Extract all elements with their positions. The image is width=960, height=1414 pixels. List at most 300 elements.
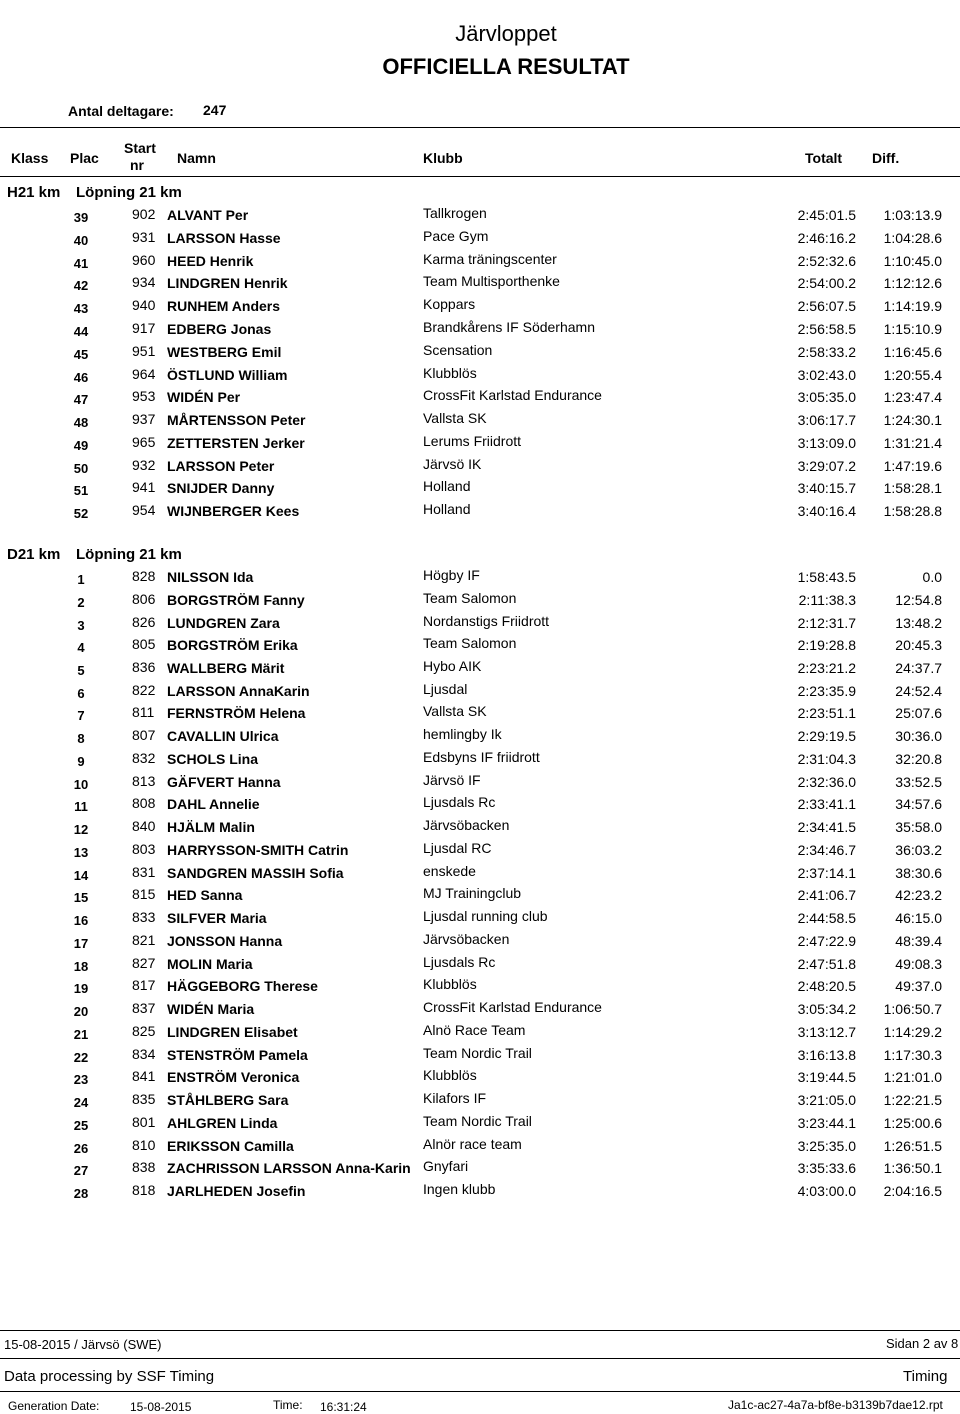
- table-row: [0, 682, 960, 704]
- row-club: Team Salomon: [423, 635, 517, 652]
- row-plac: 46: [73, 369, 89, 385]
- row-plac: 10: [73, 776, 89, 792]
- row-club: Järvsöbacken: [423, 930, 510, 947]
- row-club: Ljusdals Rc: [423, 794, 496, 811]
- row-name: DAHL Annelie: [167, 796, 260, 813]
- row-club: Tallkrogen: [423, 205, 487, 221]
- table-row: [0, 479, 960, 501]
- row-total-time: 2:33:41.1: [797, 796, 856, 813]
- row-total-time: 2:41:06.7: [797, 887, 856, 904]
- row-total-time: 2:11:38.3: [798, 591, 856, 608]
- row-total-time: 2:19:28.8: [797, 637, 856, 654]
- row-name: WALLBERG Märit: [167, 660, 285, 676]
- row-plac: 24: [73, 1095, 89, 1110]
- row-plac: 23: [73, 1072, 89, 1088]
- row-name: AHLGREN Linda: [167, 1114, 278, 1131]
- row-plac: 15: [73, 890, 89, 906]
- row-club: Vallsta SK: [423, 410, 487, 426]
- row-total-time: 2:48:20.5: [797, 978, 856, 995]
- row-name: LARSSON Hasse: [167, 229, 281, 246]
- row-start-nr: 951: [132, 342, 156, 359]
- row-name: HARRYSSON-SMITH Catrin: [167, 841, 349, 858]
- row-plac: 45: [73, 346, 89, 362]
- footer-top-rule: [0, 1330, 960, 1331]
- row-name: ZETTERSTEN Jerker: [167, 434, 305, 451]
- row-start-nr: 810: [132, 1136, 156, 1153]
- row-club: Alnö Race Team: [423, 1021, 526, 1038]
- row-plac: 44: [73, 323, 89, 339]
- footer-timing-logo: Timing: [903, 1368, 948, 1385]
- row-total-time: 2:47:51.8: [797, 955, 856, 972]
- row-start-nr: 813: [132, 772, 156, 789]
- row-start-nr: 838: [132, 1159, 156, 1176]
- table-row: [0, 457, 960, 479]
- table-row: [0, 568, 960, 590]
- row-name: MÅRTENSSON Peter: [167, 412, 306, 428]
- row-name: SANDGREN MASSIH Sofia: [167, 864, 344, 881]
- table-row: [0, 1182, 960, 1204]
- row-club: Ljusdal running club: [423, 908, 548, 925]
- row-plac: 3: [77, 617, 85, 633]
- row-name: SNIJDER Danny: [167, 480, 275, 497]
- row-diff: 1:16:45.6: [883, 343, 942, 360]
- row-plac: 19: [73, 981, 89, 997]
- row-total-time: 3:40:15.7: [797, 480, 856, 497]
- row-name: SCHOLS Lina: [167, 750, 259, 767]
- row-total-time: 3:13:09.0: [797, 434, 856, 451]
- row-name: HJÄLM Malin: [167, 819, 255, 836]
- col-header-plac: Plac: [70, 150, 99, 166]
- row-club: Vallsta SK: [423, 703, 487, 720]
- row-diff: 1:14:29.2: [883, 1023, 942, 1040]
- row-plac: 7: [77, 708, 85, 724]
- row-plac: 5: [77, 663, 85, 678]
- table-row: [0, 434, 960, 456]
- row-name: WESTBERG Emil: [167, 343, 282, 360]
- row-diff: 25:07.6: [895, 705, 942, 722]
- row-total-time: 2:56:58.5: [797, 320, 856, 337]
- row-start-nr: 832: [132, 749, 156, 766]
- row-diff: 32:20.8: [895, 750, 942, 767]
- row-diff: 2:04:16.5: [883, 1183, 942, 1199]
- row-club: Järvsö IK: [423, 455, 482, 472]
- row-start-nr: 821: [132, 931, 156, 948]
- row-club: Ingen klubb: [423, 1181, 496, 1197]
- row-total-time: 2:32:36.0: [797, 773, 856, 790]
- table-row: [0, 864, 960, 886]
- row-total-time: 2:44:58.5: [797, 910, 856, 927]
- row-plac: 41: [73, 255, 89, 271]
- row-diff: 46:15.0: [895, 910, 942, 927]
- row-diff: 1:21:01.0: [883, 1069, 942, 1086]
- section-klass: H21 km: [7, 184, 61, 201]
- row-total-time: 1:58:43.5: [797, 569, 856, 585]
- table-row: [0, 818, 960, 840]
- row-plac: 13: [73, 844, 89, 860]
- row-plac: 26: [73, 1140, 89, 1156]
- row-diff: 42:23.2: [895, 887, 942, 904]
- row-start-nr: 836: [132, 659, 156, 675]
- row-start-nr: 801: [132, 1113, 156, 1130]
- row-start-nr: 964: [132, 365, 156, 382]
- row-club: Ljusdal: [423, 680, 468, 697]
- row-start-nr: 960: [132, 251, 156, 268]
- row-diff: 1:58:28.1: [883, 480, 942, 497]
- col-header-klubb: Klubb: [423, 150, 463, 166]
- row-diff: 1:58:28.8: [883, 503, 942, 520]
- row-club: Holland: [423, 478, 471, 495]
- row-total-time: 3:19:44.5: [797, 1069, 856, 1086]
- row-diff: 1:36:50.1: [883, 1160, 942, 1177]
- row-start-nr: 841: [132, 1068, 156, 1085]
- row-total-time: 3:25:35.0: [797, 1137, 856, 1154]
- row-club: Pace Gym: [423, 227, 489, 244]
- table-row: [0, 659, 960, 681]
- row-diff: 1:25:00.6: [883, 1114, 942, 1131]
- table-row: [0, 841, 960, 863]
- row-total-time: 2:58:33.2: [797, 343, 856, 360]
- row-club: Edsbyns IF friidrott: [423, 748, 540, 765]
- row-plac: 1: [77, 572, 85, 587]
- row-total-time: 3:05:34.2: [797, 1001, 856, 1018]
- row-name: LUNDGREN Zara: [167, 614, 280, 631]
- table-row: [0, 1046, 960, 1068]
- col-header-totalt: Totalt: [805, 150, 843, 166]
- table-row: [0, 704, 960, 726]
- footer-mid-rule: [0, 1358, 960, 1359]
- row-name: WIDÉN Maria: [167, 1001, 255, 1018]
- row-diff: 24:37.7: [895, 660, 942, 676]
- col-header-nr: nr: [130, 157, 144, 173]
- row-diff: 1:23:47.4: [883, 389, 942, 406]
- row-name: NILSSON Ida: [167, 569, 254, 585]
- row-name: LARSSON AnnaKarin: [167, 682, 310, 699]
- row-club: Järvsö IF: [423, 771, 481, 788]
- table-row: [0, 886, 960, 908]
- row-plac: 50: [73, 460, 89, 476]
- col-header-diff: Diff.: [872, 150, 900, 166]
- table-row: [0, 727, 960, 749]
- row-name: ZACHRISSON LARSSON Anna-Karin: [167, 1160, 411, 1177]
- row-total-time: 3:35:33.6: [797, 1160, 856, 1177]
- row-total-time: 3:16:13.8: [797, 1046, 856, 1063]
- row-diff: 1:47:19.6: [883, 457, 942, 474]
- row-club: Team Salomon: [423, 589, 517, 606]
- row-name: STÅHLBERG Sara: [167, 1092, 289, 1108]
- participants-label: Antal deltagare:: [68, 103, 174, 119]
- row-start-nr: 941: [132, 479, 156, 496]
- section-title: Löpning 21 km: [76, 546, 182, 563]
- table-row: [0, 636, 960, 658]
- row-diff: 1:14:19.9: [883, 298, 942, 315]
- table-row: [0, 366, 960, 388]
- table-row: [0, 614, 960, 636]
- row-club: enskede: [423, 862, 476, 879]
- row-name: JONSSON Hanna: [167, 932, 283, 949]
- row-plac: 52: [73, 506, 89, 522]
- row-club: hemlingby Ik: [423, 726, 502, 743]
- row-plac: 42: [73, 278, 89, 294]
- table-row: [0, 1068, 960, 1090]
- row-name: CAVALLIN Ulrica: [167, 728, 279, 745]
- row-name: EDBERG Jonas: [167, 320, 272, 337]
- row-name: HED Sanna: [167, 887, 243, 904]
- row-name: ALVANT Per: [167, 207, 249, 223]
- table-row: [0, 909, 960, 931]
- row-total-time: 2:29:19.5: [797, 728, 856, 745]
- section-klass: D21 km: [7, 546, 61, 563]
- row-club: Klubblös: [423, 1067, 477, 1084]
- row-total-time: 3:06:17.7: [797, 412, 856, 428]
- row-club: Holland: [423, 501, 471, 518]
- row-start-nr: 840: [132, 818, 156, 835]
- row-name: SILFVER Maria: [167, 910, 267, 927]
- row-club: Koppars: [423, 296, 476, 313]
- row-name: STENSTRÖM Pamela: [167, 1046, 308, 1063]
- row-name: BORGSTRÖM Fanny: [167, 591, 305, 608]
- row-name: MOLIN Maria: [167, 955, 253, 972]
- footer-time: 16:31:24: [320, 1400, 367, 1414]
- footer-file-name: Ja1c-ac27-4a7a-bf8e-b3139b7dae12.rpt: [728, 1398, 943, 1412]
- row-total-time: 2:31:04.3: [797, 750, 856, 767]
- row-diff: 1:20:55.4: [883, 366, 942, 383]
- row-plac: 11: [74, 799, 88, 815]
- row-total-time: 2:46:16.2: [797, 229, 856, 246]
- row-plac: 17: [73, 935, 89, 951]
- row-total-time: 3:40:16.4: [797, 503, 856, 520]
- row-total-time: 2:47:22.9: [797, 932, 856, 949]
- row-name: WIDÉN Per: [167, 389, 241, 406]
- footer-time-label: Time:: [273, 1398, 303, 1412]
- row-total-time: 3:23:44.1: [797, 1114, 856, 1131]
- row-plac: 20: [73, 1004, 89, 1020]
- table-row: [0, 343, 960, 365]
- row-start-nr: 833: [132, 909, 156, 926]
- row-plac: 4: [77, 640, 85, 656]
- row-total-time: 3:13:12.7: [797, 1023, 856, 1040]
- table-row: [0, 252, 960, 274]
- page-title: Järvloppet: [455, 21, 557, 46]
- row-start-nr: 835: [132, 1091, 156, 1107]
- table-row: [0, 1114, 960, 1136]
- row-start-nr: 917: [132, 319, 156, 336]
- row-start-nr: 825: [132, 1022, 156, 1039]
- row-total-time: 3:02:43.0: [797, 366, 856, 383]
- header-top-rule: [0, 127, 960, 128]
- row-name: ENSTRÖM Veronica: [167, 1069, 300, 1086]
- row-club: Lerums Friidrott: [423, 432, 522, 449]
- row-plac: 12: [73, 822, 89, 838]
- row-plac: 16: [73, 913, 89, 929]
- section-title: Löpning 21 km: [76, 184, 182, 201]
- row-diff: 1:15:10.9: [883, 320, 942, 337]
- row-start-nr: 803: [132, 840, 156, 857]
- table-row: [0, 229, 960, 251]
- row-plac: 14: [73, 867, 89, 883]
- row-diff: 1:22:21.5: [883, 1092, 942, 1108]
- row-total-time: 2:45:01.5: [797, 207, 856, 223]
- row-plac: 47: [73, 392, 89, 408]
- footer-bottom-rule: [0, 1391, 960, 1392]
- table-row: [0, 977, 960, 999]
- row-total-time: 2:37:14.1: [797, 864, 856, 881]
- table-row: [0, 1000, 960, 1022]
- row-name: WIJNBERGER Kees: [167, 503, 300, 520]
- row-diff: 1:24:30.1: [883, 412, 942, 428]
- row-plac: 51: [73, 483, 89, 499]
- footer-page-number: Sidan 2 av 8: [886, 1336, 959, 1351]
- row-name: BORGSTRÖM Erika: [167, 637, 298, 654]
- row-plac: 18: [73, 958, 89, 974]
- row-diff: 30:36.0: [895, 728, 942, 745]
- row-start-nr: 837: [132, 1000, 156, 1017]
- row-club: Scensation: [423, 341, 493, 358]
- col-header-namn: Namn: [177, 150, 216, 166]
- row-name: LINDGREN Elisabet: [167, 1023, 298, 1040]
- row-start-nr: 940: [132, 297, 156, 314]
- row-club: CrossFit Karlstad Endurance: [423, 387, 602, 404]
- row-start-nr: 822: [132, 681, 156, 698]
- row-plac: 43: [73, 301, 89, 317]
- row-club: Järvsöbacken: [423, 817, 510, 834]
- row-diff: 0.0: [922, 569, 942, 585]
- table-row: [0, 773, 960, 795]
- row-total-time: 4:03:00.0: [797, 1183, 856, 1199]
- row-club: Kilafors IF: [423, 1090, 487, 1106]
- row-plac: 21: [73, 1026, 89, 1042]
- row-diff: 1:26:51.5: [883, 1137, 942, 1154]
- table-row: [0, 502, 960, 524]
- page-subtitle: OFFICIELLA RESULTAT: [382, 54, 630, 79]
- row-club: Ljusdal RC: [423, 839, 492, 856]
- col-header-klass: Klass: [11, 150, 49, 166]
- row-start-nr: 834: [132, 1045, 156, 1062]
- row-diff: 1:17:30.3: [883, 1046, 942, 1063]
- row-name: LARSSON Peter: [167, 457, 275, 474]
- row-start-nr: 932: [132, 456, 156, 473]
- row-start-nr: 805: [132, 636, 156, 653]
- row-diff: 49:37.0: [895, 978, 942, 995]
- row-diff: 20:45.3: [895, 637, 942, 654]
- footer-data-processing: Data processing by SSF Timing: [4, 1368, 215, 1385]
- row-plac: 39: [73, 210, 89, 225]
- table-row: [0, 795, 960, 817]
- row-start-nr: 807: [132, 727, 156, 744]
- row-club: Gnyfari: [423, 1158, 469, 1175]
- row-total-time: 2:56:07.5: [797, 298, 856, 315]
- row-club: Team Multisporthenke: [423, 273, 560, 290]
- row-club: Ljusdals Rc: [423, 953, 496, 970]
- row-total-time: 2:12:31.7: [797, 614, 856, 631]
- row-start-nr: 934: [132, 274, 156, 291]
- row-name: JARLHEDEN Josefin: [167, 1183, 306, 1199]
- row-name: FERNSTRÖM Helena: [167, 705, 306, 722]
- table-row: [0, 320, 960, 342]
- row-total-time: 2:23:21.2: [797, 660, 856, 676]
- row-diff: 13:48.2: [895, 614, 942, 631]
- row-total-time: 3:05:35.0: [797, 389, 856, 406]
- footer-gen-date-label: Generation Date:: [8, 1399, 100, 1413]
- row-start-nr: 937: [132, 411, 156, 427]
- row-plac: 28: [73, 1186, 89, 1201]
- row-name: GÄFVERT Hanna: [167, 773, 281, 790]
- row-total-time: 2:23:51.1: [797, 705, 856, 722]
- row-diff: 1:31:21.4: [883, 434, 942, 451]
- table-row: [0, 932, 960, 954]
- row-club: Alnör race team: [423, 1135, 522, 1152]
- row-name: RUNHEM Anders: [167, 298, 281, 315]
- row-total-time: 2:54:00.2: [797, 275, 856, 292]
- row-club: Nordanstigs Friidrott: [423, 612, 550, 629]
- row-club: Klubblös: [423, 364, 477, 381]
- footer-gen-date: 15-08-2015: [130, 1400, 192, 1414]
- row-plac: 48: [73, 415, 89, 430]
- table-row: [0, 1159, 960, 1181]
- table-row: [0, 297, 960, 319]
- table-row: [0, 411, 960, 433]
- row-start-nr: 808: [132, 795, 156, 812]
- row-total-time: 2:52:32.6: [797, 252, 856, 269]
- col-header-start: Start: [124, 140, 156, 156]
- row-diff: 1:03:13.9: [883, 207, 942, 223]
- row-club: MJ Trainingclub: [423, 885, 522, 902]
- row-diff: 48:39.4: [895, 932, 942, 949]
- row-diff: 1:12:12.6: [883, 275, 942, 292]
- row-start-nr: 954: [132, 502, 156, 519]
- row-start-nr: 953: [132, 388, 156, 405]
- row-plac: 49: [73, 437, 89, 453]
- table-row: [0, 206, 960, 228]
- row-club: Karma träningscenter: [423, 250, 557, 267]
- row-club: CrossFit Karlstad Endurance: [423, 999, 602, 1016]
- row-total-time: 2:23:35.9: [797, 682, 856, 699]
- row-diff: 1:10:45.0: [883, 252, 942, 269]
- row-club: Hybo AIK: [423, 658, 482, 674]
- header-bottom-rule: [0, 176, 960, 177]
- row-plac: 25: [73, 1117, 89, 1133]
- row-diff: 36:03.2: [895, 841, 942, 858]
- row-name: HÄGGEBORG Therese: [167, 978, 318, 995]
- row-start-nr: 806: [132, 590, 156, 607]
- row-club: Team Nordic Trail: [423, 1044, 532, 1061]
- row-start-nr: 826: [132, 613, 156, 630]
- row-name: LINDGREN Henrik: [167, 275, 288, 292]
- row-plac: 22: [73, 1049, 89, 1065]
- row-club: Klubblös: [423, 976, 477, 993]
- row-start-nr: 817: [132, 977, 156, 994]
- table-row: [0, 750, 960, 772]
- participants-value: 247: [203, 102, 227, 118]
- row-total-time: 3:29:07.2: [797, 457, 856, 474]
- row-total-time: 2:34:46.7: [797, 841, 856, 858]
- footer-date-place: 15-08-2015 / Järvsö (SWE): [4, 1337, 162, 1352]
- table-row: [0, 274, 960, 296]
- row-start-nr: 827: [132, 954, 156, 971]
- row-diff: 1:06:50.7: [883, 1001, 942, 1018]
- row-club: Team Nordic Trail: [423, 1112, 532, 1129]
- table-row: [0, 1023, 960, 1045]
- row-start-nr: 811: [132, 704, 155, 721]
- row-start-nr: 931: [132, 228, 156, 245]
- table-row: [0, 388, 960, 410]
- table-row: [0, 1137, 960, 1159]
- row-diff: 49:08.3: [895, 955, 942, 972]
- row-plac: 27: [73, 1163, 89, 1179]
- row-start-nr: 831: [132, 863, 156, 880]
- row-start-nr: 815: [132, 886, 156, 903]
- row-plac: 9: [77, 753, 85, 769]
- row-club: Brandkårens IF Söderhamn: [423, 318, 595, 335]
